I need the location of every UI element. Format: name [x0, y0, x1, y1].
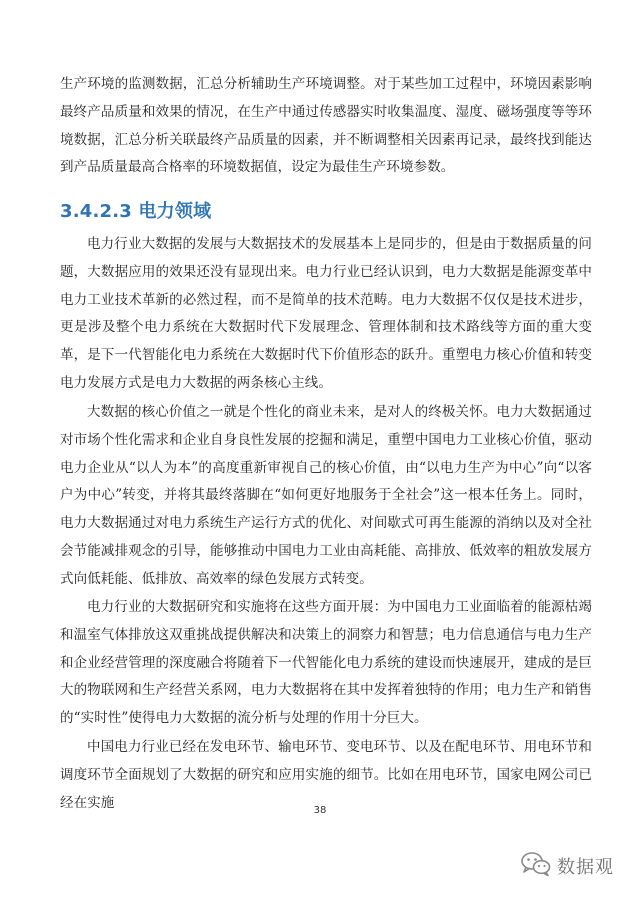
- paragraph-core-value: 大数据的核心价值之一就是个性化的商业未来，是对人的终极关怀。电力大数据通过对市场个性化需求和企业自身良性发展的挖掘和满足，重塑中国电力工业核心价值，驱动电力企业从“以人为本”的高度重新审视自己的核心价值，由“以电力生产为中心”向“以客户为中心”转变，并将其最终落脚在“如何更好地服务于全社会”这一根本任务上。同时，电力大数据通过对电力系统生产运行方式的优化、对间歇式可再生能源的消纳以及对全社会节能减排观念的引导，能够推动中国电力工业由高耗能、高排放、低效率的粗放发展方式向低耗能、低排放、高效率的绿色发展方式转变。: [60, 404, 592, 587]
- wechat-icon: [521, 851, 551, 881]
- watermark: [521, 851, 614, 881]
- section-heading: 3.4.2.3 电力领域: [60, 201, 212, 222]
- paragraph-implementation: 中国电力行业已经在发电环节、输电环节、变电环节、以及在配电环节、用电环节和调度环节全面规划了大数据的研究和应用实施的细节。比如在用电环节，国家电网公司已经在实施: [60, 739, 592, 811]
- watermark-text: 数据观: [557, 857, 614, 878]
- paragraph-research-directions: 电力行业的大数据研究和实施将在这些方面开展：为中国电力工业面临着的能源枯竭和温室气体排放这双重挑战提供解决和决策上的洞察力和智慧；电力信息通信与电力生产和企业经营管理的深度融合将随着下一代智能化电力系统的建设而快速展开，建成的是巨大的物联网和生产经营关系网，电力大数据将在其中发挥着独特的作用；电力生产和销售的“实时性”使得电力大数据的流分析与处理的作用十分巨大。: [60, 599, 592, 727]
- paragraph-power-industry-overview: 电力行业大数据的发展与大数据技术的发展基本上是同步的，但是由于数据质量的问题，大数据应用的效果还没有显现出来。电力行业已经认识到，电力大数据是能源变革中电力工业技术革新的必然过程，而不是简单的技术范畴。电力大数据不仅仅是技术进步，更是涉及整个电力系统在大数据时代下发展理念、管理体制和技术路线等方面的重大变革，是下一代智能化电力系统在大数据时代下价值形态的跃升。重塑电力核心价值和转变电力发展方式是电力大数据的两条核心主线。: [60, 236, 592, 391]
- paragraph-continuation: 生产环境的监测数据，汇总分析辅助生产环境调整。对于某些加工过程中，环境因素影响最终产品质量和效果的情况，在生产中通过传感器实时收集温度、湿度、磁场强度等等环境数据，汇总分析关联最终产品质量的因素，并不断调整相关因素再记录，最终找到能达到产品质量最高合格率的环境数据值，设定为最佳生产环境参数。: [60, 76, 592, 176]
- page-number: 38: [313, 805, 327, 816]
